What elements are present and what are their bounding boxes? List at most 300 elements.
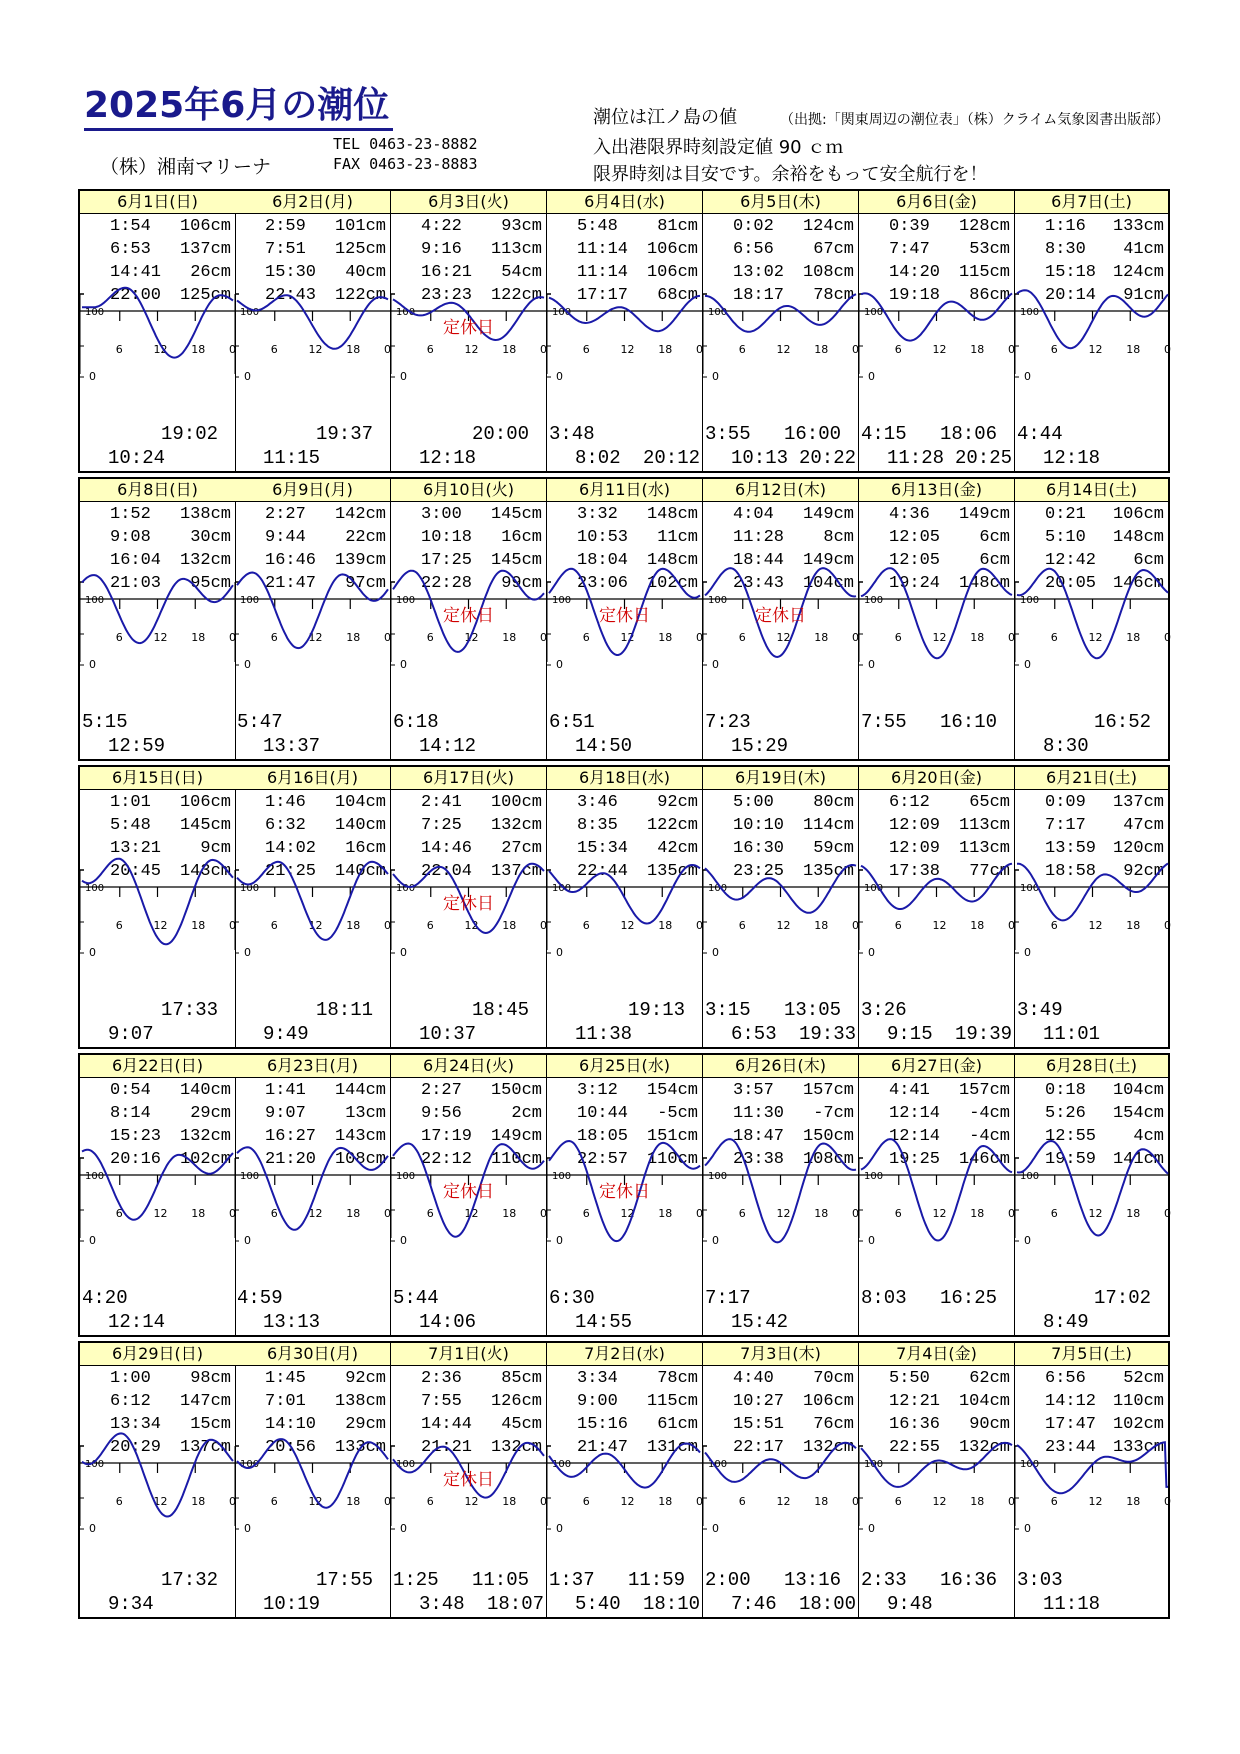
- tide-height: 126cm: [490, 1392, 542, 1411]
- hour-label: 18: [191, 631, 206, 644]
- tide-curve-chart: [547, 870, 702, 980]
- tide-row: [397, 261, 542, 284]
- limit-time: 7:23: [705, 711, 751, 733]
- tide-height: 102cm: [646, 574, 698, 593]
- hour-label: 12: [932, 343, 947, 356]
- tide-height: 90cm: [969, 1415, 1010, 1434]
- hour-label: 6: [738, 1207, 746, 1220]
- tide-height: 68cm: [657, 286, 698, 305]
- limit-time: 7:55: [861, 711, 907, 733]
- tide-time: 16:30: [733, 839, 785, 858]
- tide-row: [241, 837, 386, 860]
- tide-row: [241, 791, 386, 814]
- tide-height: 139cm: [334, 551, 386, 570]
- tide-curve-chart: [547, 294, 702, 404]
- hour-label: 12: [932, 1495, 947, 1508]
- tide-row: [553, 238, 698, 261]
- hour-label: 12: [776, 1207, 791, 1220]
- hour-label: 18: [814, 1207, 829, 1220]
- limit-time: 11:59: [627, 1569, 685, 1591]
- tide-time: 12:55: [1045, 1127, 1097, 1146]
- hour-label: 18: [502, 1207, 517, 1220]
- tide-time: 17:19: [421, 1127, 473, 1146]
- limit-time: 11:15: [263, 447, 321, 469]
- tide-row: [241, 1390, 386, 1413]
- tide-row: [86, 261, 231, 284]
- tide-time: 23:23: [421, 286, 473, 305]
- tide-time: 11:30: [733, 1104, 785, 1123]
- limit-time: 19:13: [627, 999, 685, 1021]
- limit-times: [859, 711, 1014, 759]
- tide-row: [1021, 791, 1164, 814]
- hour-label: 12: [308, 1207, 323, 1220]
- level-100-label: 100: [1020, 307, 1040, 318]
- level-100-label: 100: [864, 1459, 884, 1470]
- hour-label: 6: [894, 1207, 902, 1220]
- limit-time: 13:13: [263, 1311, 321, 1333]
- hour-label: 0: [696, 919, 703, 932]
- tide-height: 6cm: [979, 551, 1010, 570]
- limit-time: 7:46: [731, 1593, 777, 1615]
- tide-time: 6:56: [733, 240, 774, 259]
- day-header: 6月7日(土): [1015, 191, 1168, 214]
- zero-label: 0: [556, 658, 563, 671]
- day-header: 6月5日(木): [703, 191, 858, 214]
- tide-time: 16:36: [889, 1415, 941, 1434]
- hour-label: 18: [658, 919, 673, 932]
- tide-row: [241, 1125, 386, 1148]
- tide-height: 138cm: [334, 1392, 386, 1411]
- day-header: 6月15日(日): [80, 767, 235, 790]
- limit-time: 18:10: [642, 1593, 700, 1615]
- tide-height: 154cm: [1112, 1104, 1164, 1123]
- limit-times: [80, 1569, 235, 1617]
- hour-label: 6: [270, 1207, 278, 1220]
- tide-height: 29cm: [345, 1415, 386, 1434]
- limit-time: 15:42: [731, 1311, 789, 1333]
- tide-time: 23:06: [577, 574, 629, 593]
- day-cell: [235, 479, 391, 759]
- hour-label: 18: [1126, 919, 1141, 932]
- hour-label: 6: [115, 631, 123, 644]
- zero-label: 0: [1024, 1522, 1031, 1535]
- tide-time: 12:21: [889, 1392, 941, 1411]
- tide-height: 138cm: [179, 505, 231, 524]
- limit-times: [80, 423, 235, 471]
- tide-row: [865, 1390, 1010, 1413]
- tide-row: [86, 238, 231, 261]
- hour-label: 18: [346, 1207, 361, 1220]
- tide-height: 86cm: [969, 286, 1010, 305]
- hour-label: 12: [153, 631, 168, 644]
- limit-time: 1:25: [393, 1569, 439, 1591]
- tide-height: 154cm: [646, 1081, 698, 1100]
- limit-times: [703, 423, 858, 471]
- tide-height: 148cm: [958, 574, 1010, 593]
- tide-height: -5cm: [657, 1104, 698, 1123]
- level-100-label: 100: [396, 307, 416, 318]
- tide-time: 5:00: [733, 793, 774, 812]
- hour-label: 12: [153, 343, 168, 356]
- tide-height: 78cm: [813, 286, 854, 305]
- day-cell: [235, 767, 391, 1047]
- tide-height: 41cm: [1123, 240, 1164, 259]
- tide-height: 124cm: [802, 217, 854, 236]
- zero-label: 0: [244, 946, 251, 959]
- hour-label: 18: [970, 919, 985, 932]
- day-header: 6月3日(火): [391, 191, 546, 214]
- tide-height: 98cm: [190, 1369, 231, 1388]
- zero-label: 0: [244, 370, 251, 383]
- tide-height: 26cm: [190, 263, 231, 282]
- tide-row: [709, 261, 854, 284]
- tide-time: 15:16: [577, 1415, 629, 1434]
- limit-times: [391, 711, 546, 759]
- limit-times: [1015, 711, 1168, 759]
- tide-curve-chart: [1015, 1446, 1170, 1556]
- tide-height: 147cm: [179, 1392, 231, 1411]
- tide-time: 17:38: [889, 862, 941, 881]
- tide-time: 16:21: [421, 263, 473, 282]
- hour-label: 12: [464, 1207, 479, 1220]
- tide-height: 135cm: [646, 862, 698, 881]
- tide-row: [865, 1102, 1010, 1125]
- tide-height: 104cm: [1112, 1081, 1164, 1100]
- tide-time: 15:34: [577, 839, 629, 858]
- hour-label: 12: [153, 1495, 168, 1508]
- tide-row: [241, 1367, 386, 1390]
- tide-row: [865, 238, 1010, 261]
- hour-label: 0: [1164, 1207, 1171, 1220]
- tide-curve-chart: [80, 1158, 235, 1268]
- day-cell: [391, 479, 547, 759]
- hour-label: 0: [384, 1495, 391, 1508]
- tide-height: 104cm: [958, 1392, 1010, 1411]
- tide-time: 19:24: [889, 574, 941, 593]
- zero-label: 0: [868, 946, 875, 959]
- limit-time: 5:40: [575, 1593, 621, 1615]
- tide-time: 9:00: [577, 1392, 618, 1411]
- tide-time: 4:36: [889, 505, 930, 524]
- tide-time: 3:00: [421, 505, 462, 524]
- level-100-label: 100: [1020, 595, 1040, 606]
- tide-time: 0:39: [889, 217, 930, 236]
- hour-label: 12: [932, 919, 947, 932]
- tide-row: [397, 791, 542, 814]
- tide-height: 13cm: [345, 1104, 386, 1123]
- tide-row: [865, 1079, 1010, 1102]
- zero-label: 0: [1024, 658, 1031, 671]
- tide-height: 113cm: [958, 816, 1010, 835]
- limit-time: 8:03: [861, 1287, 907, 1309]
- tide-time: 10:44: [577, 1104, 629, 1123]
- tide-height: 132cm: [490, 816, 542, 835]
- day-cell: [547, 1055, 703, 1335]
- day-cell: [235, 191, 391, 471]
- hour-label: 6: [270, 1495, 278, 1508]
- tide-height: 78cm: [657, 1369, 698, 1388]
- limit-times: [235, 423, 390, 471]
- tide-curve-chart: [859, 1158, 1014, 1268]
- tide-time: 15:18: [1045, 263, 1097, 282]
- tide-time: 15:51: [733, 1415, 785, 1434]
- limit-time: 10:37: [419, 1023, 477, 1045]
- hour-label: 18: [502, 1495, 517, 1508]
- tide-row: [86, 814, 231, 837]
- tide-height: -4cm: [969, 1127, 1010, 1146]
- limit-time: 16:00: [783, 423, 841, 445]
- zero-label: 0: [1024, 946, 1031, 959]
- tide-height: 15cm: [190, 1415, 231, 1434]
- limit-times: [80, 711, 235, 759]
- tide-height: 149cm: [490, 1127, 542, 1146]
- tide-row: [241, 1102, 386, 1125]
- limit-time: 3:15: [705, 999, 751, 1021]
- day-header: 6月27日(金): [859, 1055, 1014, 1078]
- tide-height: 132cm: [179, 1127, 231, 1146]
- limit-times: [859, 423, 1014, 471]
- zero-label: 0: [400, 1522, 407, 1535]
- level-100-label: 100: [552, 595, 572, 606]
- tide-row: [1021, 526, 1164, 549]
- hour-label: 6: [1050, 1495, 1058, 1508]
- tide-time: 4:40: [733, 1369, 774, 1388]
- level-100-label: 100: [240, 1171, 260, 1182]
- hour-label: 12: [620, 919, 635, 932]
- tide-time: 12:05: [889, 551, 941, 570]
- day-cell: [1015, 1343, 1171, 1617]
- hour-label: 0: [540, 1207, 547, 1220]
- level-100-label: 100: [708, 595, 728, 606]
- limit-time: 8:49: [1043, 1311, 1089, 1333]
- limit-times: [703, 1287, 858, 1335]
- limit-time: 7:17: [705, 1287, 751, 1309]
- day-cell: [1015, 767, 1171, 1047]
- hour-label: 6: [894, 1495, 902, 1508]
- level-100-label: 100: [552, 1171, 572, 1182]
- limit-times: [235, 1287, 390, 1335]
- limit-time: 12:14: [108, 1311, 166, 1333]
- hour-label: 6: [894, 343, 902, 356]
- limit-times: [547, 423, 702, 471]
- limit-time: 3:49: [1017, 999, 1063, 1021]
- tide-time: 21:25: [265, 862, 317, 881]
- hour-label: 12: [1088, 1495, 1103, 1508]
- day-header: 6月16日(月): [235, 767, 390, 790]
- zero-label: 0: [1024, 370, 1031, 383]
- day-header: 6月30日(月): [235, 1343, 390, 1366]
- tide-row: [553, 1390, 698, 1413]
- hour-label: 0: [384, 343, 391, 356]
- limit-time: 17:32: [160, 1569, 218, 1591]
- hour-label: 0: [852, 631, 859, 644]
- tide-time: 22:00: [110, 286, 162, 305]
- holiday-label: 定休日: [443, 894, 494, 914]
- day-header: 6月12日(木): [703, 479, 858, 502]
- tide-height: 149cm: [802, 551, 854, 570]
- limit-time: 1:37: [549, 1569, 595, 1591]
- tide-row: [865, 503, 1010, 526]
- day-header: 6月22日(日): [80, 1055, 235, 1078]
- hour-label: 12: [1088, 1207, 1103, 1220]
- limit-time: 10:24: [108, 447, 166, 469]
- tide-time: 11:14: [577, 240, 629, 259]
- hour-label: 0: [852, 1495, 859, 1508]
- tide-calendar: [78, 189, 1170, 1623]
- limit-time: 13:16: [783, 1569, 841, 1591]
- zero-label: 0: [244, 1522, 251, 1535]
- hour-label: 6: [270, 919, 278, 932]
- tide-curve-chart: [80, 1446, 235, 1556]
- tide-height: 115cm: [958, 263, 1010, 282]
- tide-curve: [861, 864, 1012, 909]
- day-header: 6月14日(土): [1015, 479, 1168, 502]
- tide-height: -7cm: [813, 1104, 854, 1123]
- hour-label: 12: [1088, 631, 1103, 644]
- tide-row: [397, 1079, 542, 1102]
- limit-time: 19:33: [798, 1023, 856, 1045]
- tide-time: 6:32: [265, 816, 306, 835]
- tide-time: 16:27: [265, 1127, 317, 1146]
- tide-height: 132cm: [490, 1438, 542, 1457]
- day-cell: [703, 1055, 859, 1335]
- tide-height: 59cm: [813, 839, 854, 858]
- day-cell: [859, 479, 1015, 759]
- tide-time: 8:30: [1045, 240, 1086, 259]
- holiday-label: 定休日: [599, 1182, 650, 1202]
- tide-curve-chart: [80, 870, 235, 980]
- hour-label: 0: [1008, 343, 1015, 356]
- hour-label: 6: [1050, 631, 1058, 644]
- tide-curve-chart: [547, 582, 702, 692]
- tide-height: 110cm: [646, 1150, 698, 1169]
- tide-height: 102cm: [1112, 1415, 1164, 1434]
- tide-time: 21:47: [577, 1438, 629, 1457]
- tide-time: 10:18: [421, 528, 473, 547]
- tide-time: 23:38: [733, 1150, 785, 1169]
- tide-curve-chart: [703, 870, 858, 980]
- tide-row: [86, 837, 231, 860]
- limit-time: 2:33: [861, 1569, 907, 1591]
- tide-curve-chart: [859, 294, 1014, 404]
- tide-time: 10:27: [733, 1392, 785, 1411]
- tide-row: [865, 526, 1010, 549]
- tide-time: 6:12: [110, 1392, 151, 1411]
- limit-times: [1015, 423, 1168, 471]
- level-100-label: 100: [708, 307, 728, 318]
- safety-note: 限界時刻は目安です。余裕をもって安全航行を！: [593, 164, 988, 185]
- tide-time: 9:56: [421, 1104, 462, 1123]
- tide-height: 124cm: [1112, 263, 1164, 282]
- limit-time: 9:49: [263, 1023, 309, 1045]
- hour-label: 18: [1126, 631, 1141, 644]
- hour-label: 0: [696, 343, 703, 356]
- tide-height: 110cm: [1112, 1392, 1164, 1411]
- limit-time: 20:22: [798, 447, 856, 469]
- hour-label: 18: [346, 1495, 361, 1508]
- hour-label: 6: [1050, 343, 1058, 356]
- limit-times: [391, 1287, 546, 1335]
- limit-time: 8:30: [1043, 735, 1089, 757]
- week-row: [78, 1341, 1170, 1619]
- tide-time: 7:17: [1045, 816, 1086, 835]
- holiday-label: 定休日: [443, 1470, 494, 1490]
- tide-curve: [1017, 290, 1168, 348]
- tide-height: 8cm: [823, 528, 854, 547]
- tide-time: 9:44: [265, 528, 306, 547]
- tide-time: 23:43: [733, 574, 785, 593]
- hour-label: 6: [426, 343, 434, 356]
- tide-row: [709, 215, 854, 238]
- tide-time: 21:47: [265, 574, 317, 593]
- zero-label: 0: [868, 370, 875, 383]
- level-100-label: 100: [240, 883, 260, 894]
- tide-curve-chart: [859, 582, 1014, 692]
- tide-height: 133cm: [334, 1438, 386, 1457]
- hour-label: 18: [502, 343, 517, 356]
- limit-times: [1015, 1569, 1168, 1617]
- limit-time: 9:48: [887, 1593, 933, 1615]
- day-header: 6月4日(水): [547, 191, 702, 214]
- limit-time: 17:02: [1093, 1287, 1151, 1309]
- tide-height: 110cm: [490, 1150, 542, 1169]
- zero-label: 0: [868, 658, 875, 671]
- hour-label: 12: [776, 1495, 791, 1508]
- tide-height: 120cm: [1112, 839, 1164, 858]
- day-cell: [547, 767, 703, 1047]
- tide-row: [1021, 1390, 1164, 1413]
- tide-curve: [1017, 569, 1168, 658]
- tide-row: [86, 215, 231, 238]
- tide-time: 9:08: [110, 528, 151, 547]
- tide-height: 92cm: [345, 1369, 386, 1388]
- tide-time: 11:28: [733, 528, 785, 547]
- tide-row: [241, 503, 386, 526]
- hour-label: 6: [738, 1495, 746, 1508]
- tide-time: 4:22: [421, 217, 462, 236]
- week-row: [78, 765, 1170, 1049]
- tide-height: 53cm: [969, 240, 1010, 259]
- tide-height: 92cm: [1123, 862, 1164, 881]
- limit-time: 18:06: [939, 423, 997, 445]
- level-100-label: 100: [1020, 883, 1040, 894]
- tide-height: 140cm: [334, 816, 386, 835]
- limit-times: [391, 999, 546, 1047]
- tide-curve-chart: [80, 582, 235, 692]
- zero-label: 0: [400, 946, 407, 959]
- tide-time: 7:01: [265, 1392, 306, 1411]
- tide-height: 85cm: [501, 1369, 542, 1388]
- hour-label: 0: [852, 1207, 859, 1220]
- hour-label: 6: [582, 1207, 590, 1220]
- tide-row: [86, 1367, 231, 1390]
- tide-time: 1:41: [265, 1081, 306, 1100]
- tide-row: [241, 238, 386, 261]
- level-100-label: 100: [864, 1171, 884, 1182]
- limit-times: [391, 1569, 546, 1617]
- limit-time: 4:59: [237, 1287, 283, 1309]
- day-cell: [80, 479, 236, 759]
- hour-label: 6: [426, 1207, 434, 1220]
- level-100-label: 100: [552, 307, 572, 318]
- tide-height: 54cm: [501, 263, 542, 282]
- tide-time: 21:20: [265, 1150, 317, 1169]
- tide-time: 7:55: [421, 1392, 462, 1411]
- tide-row: [553, 526, 698, 549]
- hour-label: 0: [229, 1495, 236, 1508]
- tide-height: 132cm: [179, 551, 231, 570]
- tide-row: [553, 1102, 698, 1125]
